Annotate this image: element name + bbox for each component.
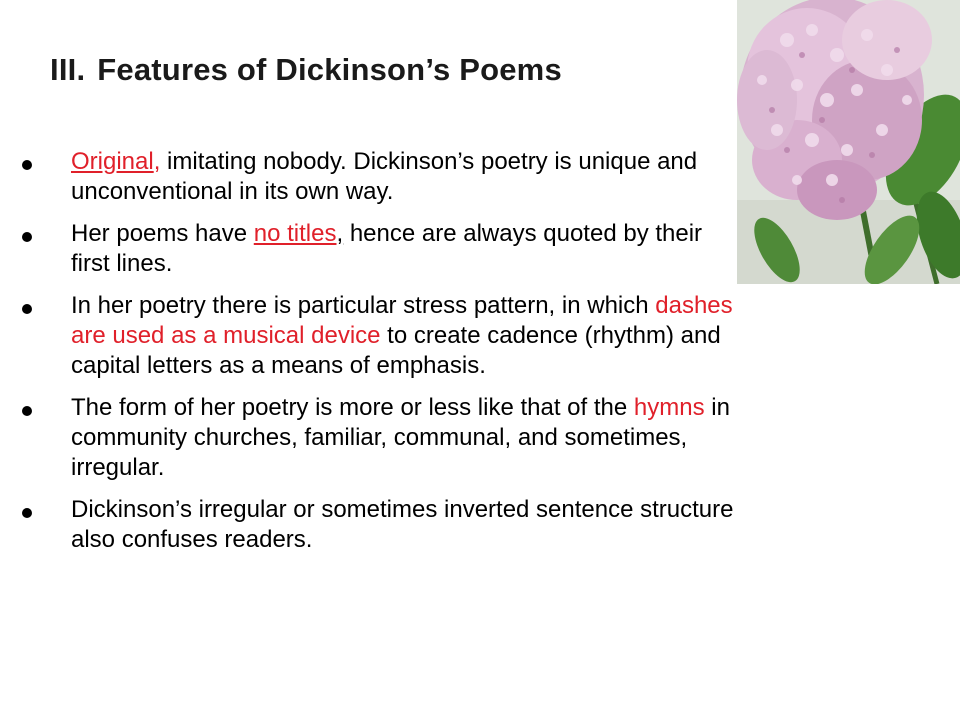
text-run: , [336,220,344,247]
bullet-item [0,291,740,381]
bullet-dot-icon [22,406,32,416]
text-run: In her poetry there is particular stress pattern, in which [71,292,656,319]
text-run: imitating nobody. Dickinson’s poetry is unique and unconventional in its own way. [71,148,698,205]
bullet-list [0,147,740,567]
highlighted-term: , [153,148,161,175]
text-run: to create cadence (rhythm) and capital letters as a means of emphasis. [71,322,721,379]
highlighted-term: dashes are used as a musical device [71,292,733,349]
bullet-dot-icon [22,160,32,170]
bullet-dot-icon [22,232,32,242]
title-text: Features of Dickinson’s Poems [97,52,562,87]
bullet-item [0,147,740,207]
highlighted-term: hymns [633,394,705,421]
bullet-text [71,496,734,553]
lilac-flowers-photo [737,0,960,284]
text-run: The form of her poetry is more or less like that of the [71,394,634,421]
slide-title [50,52,562,88]
text-run: Dickinson’s irregular or sometimes inverted sentence structure also confuses readers. [71,496,734,553]
text-run: Her poems have [71,220,254,247]
bullet-dot-icon [22,508,32,518]
bullet-item [0,393,740,483]
bullet-text [71,220,702,277]
text-run: in community churches, familiar, communal, and sometimes, irregular. [71,394,730,481]
text-run: hence are always quoted by their first lines. [71,220,703,277]
bullet-text [71,394,730,481]
highlighted-term: Original [71,148,154,175]
section-number: III. [50,52,86,87]
bullet-text [71,292,733,379]
bullet-dot-icon [22,304,32,314]
bullet-item [0,495,740,555]
bullet-text [71,148,697,205]
highlighted-term: no titles [253,220,337,247]
bullet-item [0,219,740,279]
